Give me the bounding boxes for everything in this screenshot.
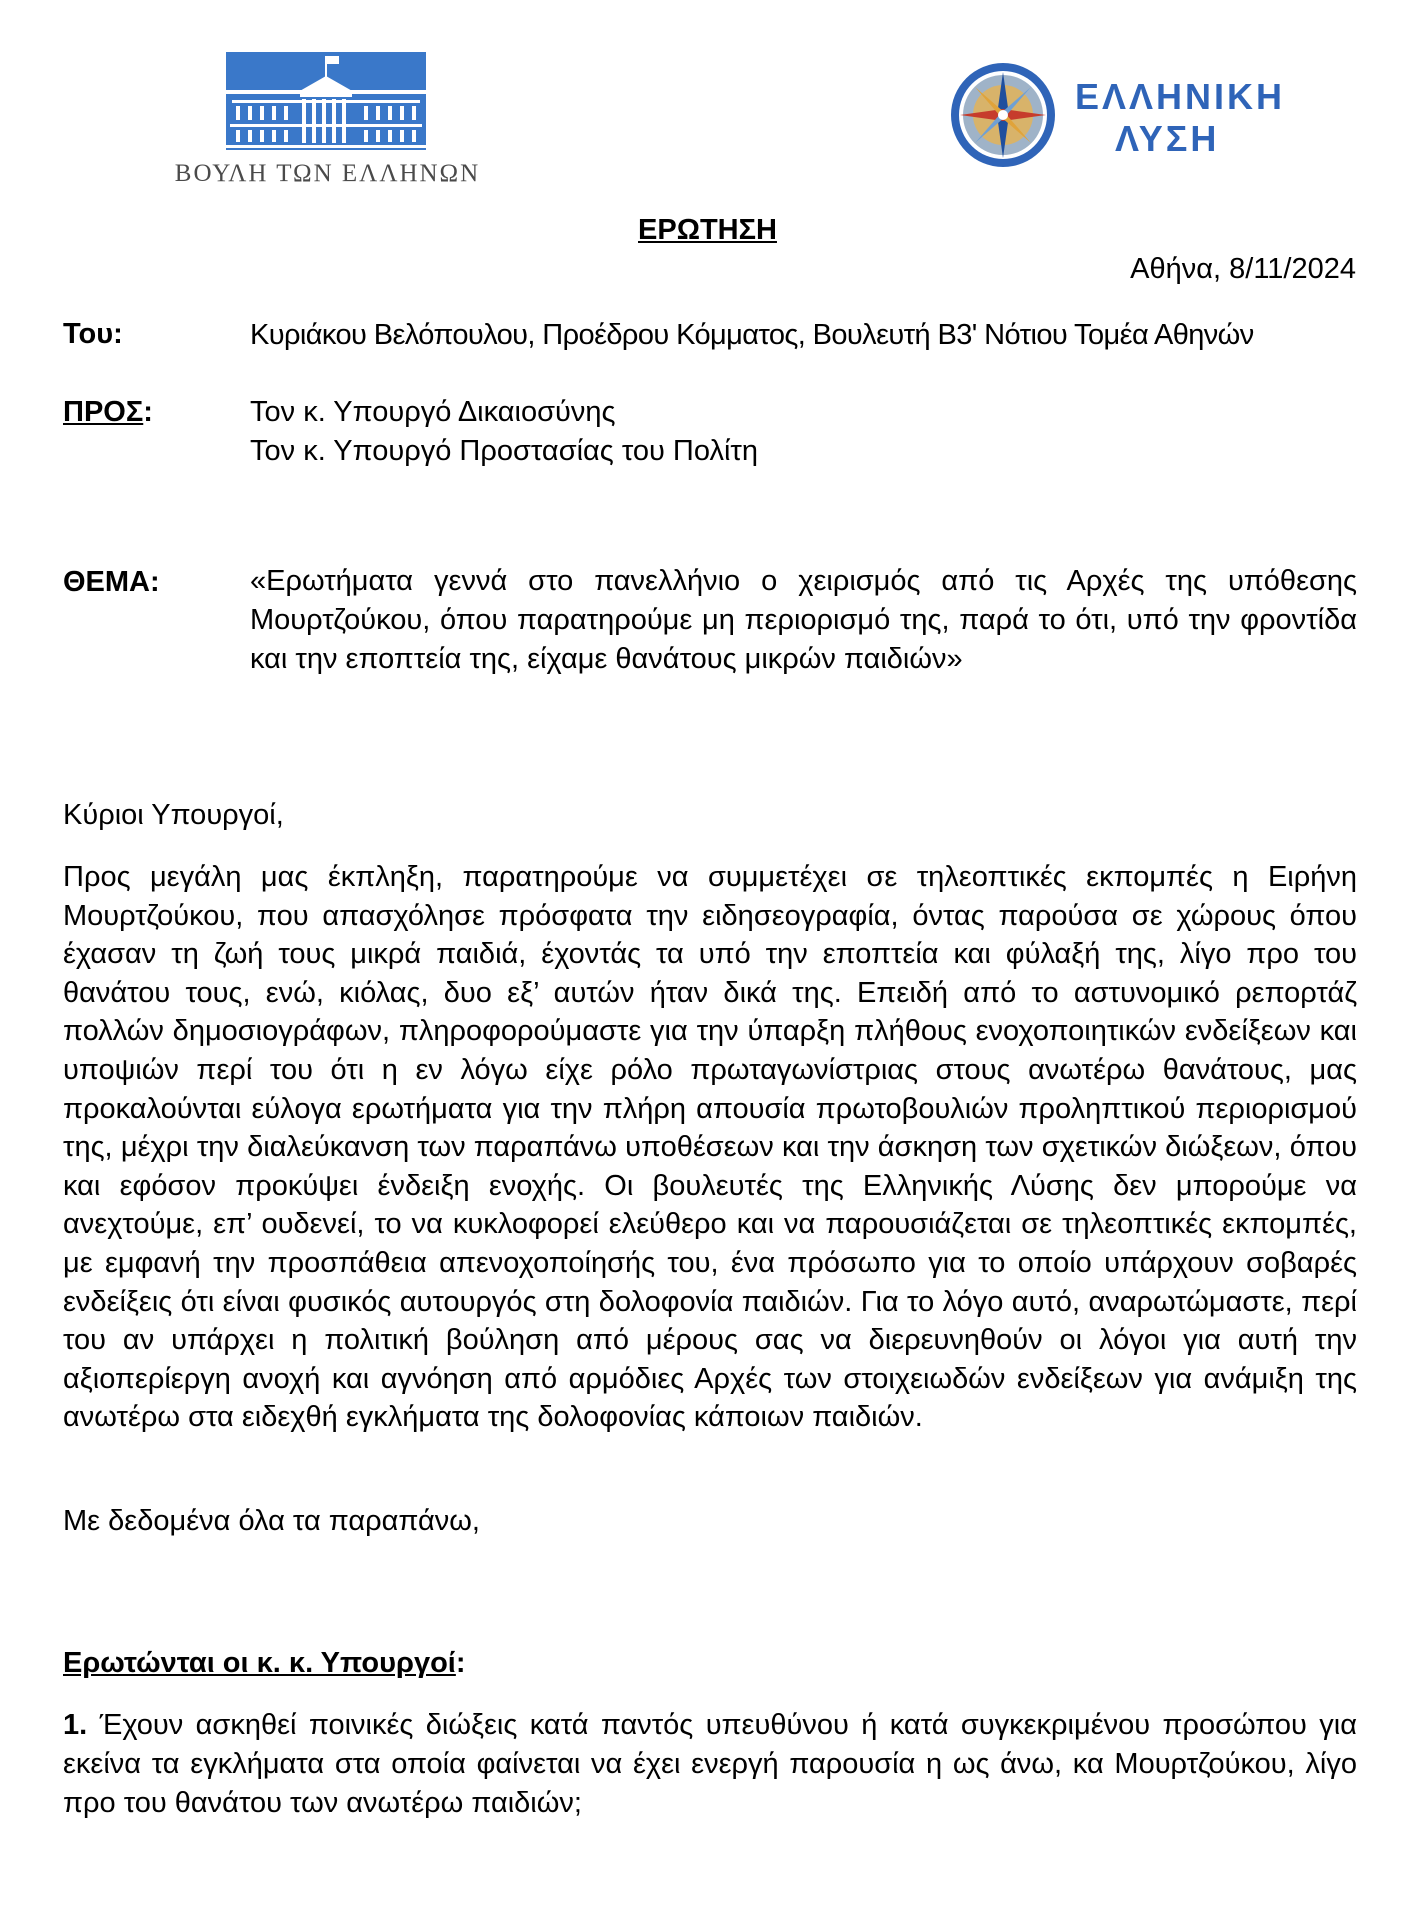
- party-name-line2: ΛΥΣΗ: [1115, 118, 1220, 159]
- closing-line: Με δεδομένα όλα τα παραπάνω,: [63, 1505, 480, 1537]
- parliament-logo: [160, 52, 495, 188]
- to-label-colon: :: [143, 396, 153, 428]
- document-date: Αθήνα, 8/11/2024: [1130, 253, 1356, 285]
- to-recipient-1: Τον κ. Υπουργό Δικαιοσύνης: [250, 396, 616, 428]
- party-name: [1075, 76, 1285, 160]
- party-name-line1: ΕΛΛΗΝΙΚΗ: [1075, 76, 1286, 117]
- document-title: ΕΡΩΤΗΣΗ: [638, 214, 777, 246]
- to-recipient-2: Τον κ. Υπουργό Προστασίας του Πολίτη: [250, 435, 758, 467]
- subject-text: «Ερωτήματα γεννά στο πανελλήνιο ο χειρισμός από τις Αρχές της υπόθεσης Μουρτζούκου, όπου παρατηρούμε μη περιορισμό της, παρά το ότι, υπό την φροντίδα και την εποπτεία της, είχαμε θανάτους μικρών παιδιών»: [250, 565, 1357, 675]
- questions-heading-colon: :: [455, 1647, 466, 1679]
- question-number: 1.: [63, 1709, 88, 1741]
- to-label-text: ΠΡΟΣ: [63, 396, 144, 428]
- compass-icon: [945, 60, 1063, 170]
- questions-heading-text: Ερωτώνται οι κ. κ. Υπουργοί: [63, 1647, 456, 1679]
- from-label: Του:: [63, 318, 123, 350]
- question-text: Έχουν ασκηθεί ποινικές διώξεις κατά παντός υπευθύνου ή κατά συγκεκριμένου προσώπου για εκείνα τα εγκλήματα στα οποία φαίνεται να έχει ενεργή παρουσία η ως άνω, κα Μουρτζούκου, λίγο προ του θανάτου των ανωτέρω παιδιών;: [63, 1709, 1357, 1819]
- parliament-name: ΒΟΥΛΗ ΤΩΝ ΕΛΛΗΝΩΝ: [174, 160, 481, 187]
- subject-label: ΘΕΜΑ:: [63, 566, 160, 598]
- questions-heading: [63, 1647, 466, 1680]
- from-value: Κυριάκου Βελόπουλου, Προέδρου Κόμματος, Βουλευτή Β3' Νότιου Τομέα Αθηνών: [250, 319, 1254, 351]
- body-paragraph: Προς μεγάλη μας έκπληξη, παρατηρούμε να συμμετέχει σε τηλεοπτικές εκπομπές η Ειρήνη Μουρτζούκου, που απασχόλησε πρόσφατα την ειδησεογραφία, όντας παρούσα σε χώρους όπου έχασαν τη ζωή τους μικρά παιδιά, έχοντάς τα υπό την εποπτεία και φύλαξή της, λίγο προ του θανάτου τους, ενώ, κιόλας, δυο εξ’ αυτών ήταν δικά της. Επειδή από το αστυνομικό ρεπορτάζ πολλών δημοσιογράφων, πληροφορούμαστε για την ύπαρξη πλήθους ενοχοποιητικών ενδείξεων και υποψιών περί του ότι η εν λόγω είχε ρόλο πρωταγωνίστριας στους ανωτέρω θανάτους, μας προκαλούνται εύλογα ερωτήματα για την πλήρη απουσία πρωτοβουλιών προληπτικού περιορισμού της, μέχρι την διαλεύκανση των παραπάνω υποθέσεων και την άσκηση των σχετικών διώξεων, όπου και εφόσον προκύψει ένδειξη ενοχής. Οι βουλευτές της Ελληνικής Λύσης δεν μπορούμε να ανεχτούμε, επ’ ουδενεί, το να κυκλοφορεί ελεύθερο και να παρουσιάζεται σε τηλεοπτικές εκπομπές, με εμφανή την προσπάθεια απενοχοποίησής του, ένα πρόσωπο για το οποίο υπάρχουν σοβαρές ενδείξεις ότι είναι φυσικός αυτουργός στη δολοφονία παιδιών. Για το λόγο αυτό, αναρωτώμαστε, περί του αν υπάρχει η πολιτική βούληση από μέρους σας να διερευνηθούν οι λόγοι για αυτή την αξιοπερίεργη ανοχή και αγνόηση από αρμόδιες Αρχές των στοιχειωδών ενδείξεων για ανάμιξη της ανωτέρω στα ειδεχθή εγκλήματα της δολοφονίας κάποιων παιδιών.: [63, 861, 1357, 1434]
- to-label: [63, 396, 153, 429]
- party-logo: [945, 60, 1315, 175]
- question-item: [63, 1706, 1357, 1823]
- parliament-building-icon: [226, 52, 426, 150]
- greeting: Κύριοι Υπουργοί,: [63, 799, 284, 831]
